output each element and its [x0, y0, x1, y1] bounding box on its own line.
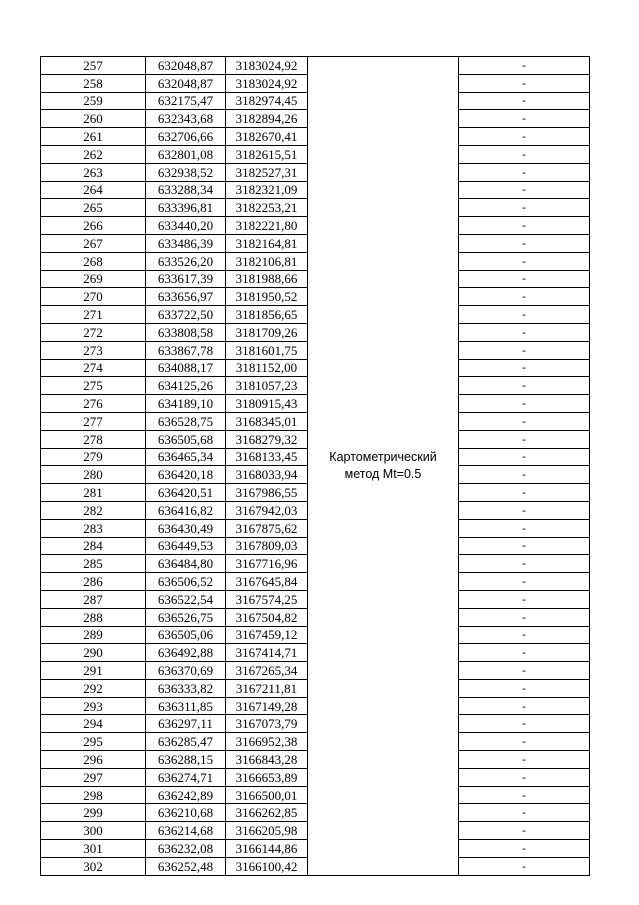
y-coordinate-cell: 3167414,71	[226, 644, 308, 662]
method-text-line-1: Картометрический	[329, 449, 437, 464]
y-coordinate-cell: 3167574,25	[226, 590, 308, 608]
x-coordinate-cell: 636232,08	[146, 840, 226, 858]
point-number-cell: 279	[41, 448, 146, 466]
point-number-cell: 294	[41, 715, 146, 733]
method-cell	[308, 57, 459, 876]
x-coordinate-cell: 632343,68	[146, 110, 226, 128]
note-cell: -	[459, 733, 590, 751]
y-coordinate-cell: 3167645,84	[226, 573, 308, 591]
point-number-cell: 258	[41, 74, 146, 92]
point-number-cell: 302	[41, 857, 146, 875]
y-coordinate-cell: 3168133,45	[226, 448, 308, 466]
note-cell: -	[459, 662, 590, 680]
y-coordinate-cell: 3167875,62	[226, 519, 308, 537]
point-number-cell: 291	[41, 662, 146, 680]
x-coordinate-cell: 632175,47	[146, 92, 226, 110]
point-number-cell: 301	[41, 840, 146, 858]
x-coordinate-cell: 632048,87	[146, 74, 226, 92]
y-coordinate-cell: 3166952,38	[226, 733, 308, 751]
note-cell: -	[459, 270, 590, 288]
y-coordinate-cell: 3181856,65	[226, 306, 308, 324]
note-cell: -	[459, 501, 590, 519]
y-coordinate-cell: 3166500,01	[226, 786, 308, 804]
point-number-cell: 274	[41, 359, 146, 377]
x-coordinate-cell: 636526,75	[146, 608, 226, 626]
point-number-cell: 265	[41, 199, 146, 217]
point-number-cell: 267	[41, 234, 146, 252]
y-coordinate-cell: 3167716,96	[226, 555, 308, 573]
note-cell: -	[459, 341, 590, 359]
y-coordinate-cell: 3182670,41	[226, 128, 308, 146]
point-number-cell: 268	[41, 252, 146, 270]
point-number-cell: 290	[41, 644, 146, 662]
point-number-cell: 261	[41, 128, 146, 146]
x-coordinate-cell: 636492,88	[146, 644, 226, 662]
point-number-cell: 292	[41, 679, 146, 697]
y-coordinate-cell: 3166653,89	[226, 768, 308, 786]
x-coordinate-cell: 636297,11	[146, 715, 226, 733]
point-number-cell: 259	[41, 92, 146, 110]
note-cell: -	[459, 252, 590, 270]
point-number-cell: 276	[41, 395, 146, 413]
x-coordinate-cell: 636484,80	[146, 555, 226, 573]
note-cell: -	[459, 74, 590, 92]
note-cell: -	[459, 822, 590, 840]
y-coordinate-cell: 3168279,32	[226, 430, 308, 448]
y-coordinate-cell: 3167942,03	[226, 501, 308, 519]
point-number-cell: 271	[41, 306, 146, 324]
point-number-cell: 293	[41, 697, 146, 715]
note-cell: -	[459, 804, 590, 822]
coordinates-table-body	[41, 57, 590, 876]
note-cell: -	[459, 359, 590, 377]
point-number-cell: 260	[41, 110, 146, 128]
x-coordinate-cell: 636505,06	[146, 626, 226, 644]
point-number-cell: 283	[41, 519, 146, 537]
y-coordinate-cell: 3181601,75	[226, 341, 308, 359]
y-coordinate-cell: 3167986,55	[226, 484, 308, 502]
note-cell: -	[459, 786, 590, 804]
note-cell: -	[459, 145, 590, 163]
note-cell: -	[459, 163, 590, 181]
x-coordinate-cell: 634125,26	[146, 377, 226, 395]
y-coordinate-cell: 3167809,03	[226, 537, 308, 555]
note-cell: -	[459, 110, 590, 128]
y-coordinate-cell: 3181152,00	[226, 359, 308, 377]
point-number-cell: 287	[41, 590, 146, 608]
y-coordinate-cell: 3167149,28	[226, 697, 308, 715]
y-coordinate-cell: 3167459,12	[226, 626, 308, 644]
note-cell: -	[459, 626, 590, 644]
point-number-cell: 266	[41, 217, 146, 235]
note-cell: -	[459, 92, 590, 110]
note-cell: -	[459, 679, 590, 697]
point-number-cell: 285	[41, 555, 146, 573]
point-number-cell: 263	[41, 163, 146, 181]
y-coordinate-cell: 3182321,09	[226, 181, 308, 199]
note-cell: -	[459, 590, 590, 608]
y-coordinate-cell: 3182615,51	[226, 145, 308, 163]
x-coordinate-cell: 633808,58	[146, 323, 226, 341]
y-coordinate-cell: 3180915,43	[226, 395, 308, 413]
note-cell: -	[459, 608, 590, 626]
y-coordinate-cell: 3181950,52	[226, 288, 308, 306]
note-cell: -	[459, 181, 590, 199]
y-coordinate-cell: 3166843,28	[226, 751, 308, 769]
note-cell: -	[459, 751, 590, 769]
y-coordinate-cell: 3182164,81	[226, 234, 308, 252]
point-number-cell: 300	[41, 822, 146, 840]
x-coordinate-cell: 636420,18	[146, 466, 226, 484]
x-coordinate-cell: 636288,15	[146, 751, 226, 769]
note-cell: -	[459, 466, 590, 484]
x-coordinate-cell: 633396,81	[146, 199, 226, 217]
y-coordinate-cell: 3182221,80	[226, 217, 308, 235]
x-coordinate-cell: 636449,53	[146, 537, 226, 555]
note-cell: -	[459, 555, 590, 573]
x-coordinate-cell: 633526,20	[146, 252, 226, 270]
x-coordinate-cell: 636311,85	[146, 697, 226, 715]
note-cell: -	[459, 323, 590, 341]
y-coordinate-cell: 3166100,42	[226, 857, 308, 875]
x-coordinate-cell: 636370,69	[146, 662, 226, 680]
x-coordinate-cell: 636252,48	[146, 857, 226, 875]
y-coordinate-cell: 3181057,23	[226, 377, 308, 395]
y-coordinate-cell: 3167504,82	[226, 608, 308, 626]
point-number-cell: 299	[41, 804, 146, 822]
point-number-cell: 257	[41, 57, 146, 75]
point-number-cell: 269	[41, 270, 146, 288]
y-coordinate-cell: 3182974,45	[226, 92, 308, 110]
point-number-cell: 288	[41, 608, 146, 626]
y-coordinate-cell: 3168345,01	[226, 412, 308, 430]
x-coordinate-cell: 636506,52	[146, 573, 226, 591]
point-number-cell: 282	[41, 501, 146, 519]
x-coordinate-cell: 633722,50	[146, 306, 226, 324]
x-coordinate-cell: 636505,68	[146, 430, 226, 448]
x-coordinate-cell: 632938,52	[146, 163, 226, 181]
note-cell: -	[459, 234, 590, 252]
note-cell: -	[459, 519, 590, 537]
y-coordinate-cell: 3182894,26	[226, 110, 308, 128]
note-cell: -	[459, 412, 590, 430]
y-coordinate-cell: 3183024,92	[226, 57, 308, 75]
note-cell: -	[459, 448, 590, 466]
point-number-cell: 264	[41, 181, 146, 199]
note-cell: -	[459, 768, 590, 786]
point-number-cell: 275	[41, 377, 146, 395]
point-number-cell: 297	[41, 768, 146, 786]
point-number-cell: 295	[41, 733, 146, 751]
x-coordinate-cell: 636285,47	[146, 733, 226, 751]
point-number-cell: 284	[41, 537, 146, 555]
note-cell: -	[459, 644, 590, 662]
x-coordinate-cell: 636528,75	[146, 412, 226, 430]
y-coordinate-cell: 3166205,98	[226, 822, 308, 840]
note-cell: -	[459, 857, 590, 875]
note-cell: -	[459, 217, 590, 235]
point-number-cell: 262	[41, 145, 146, 163]
y-coordinate-cell: 3181709,26	[226, 323, 308, 341]
x-coordinate-cell: 632801,08	[146, 145, 226, 163]
y-coordinate-cell: 3182106,81	[226, 252, 308, 270]
x-coordinate-cell: 636430,49	[146, 519, 226, 537]
x-coordinate-cell: 634189,10	[146, 395, 226, 413]
x-coordinate-cell: 632706,66	[146, 128, 226, 146]
point-number-cell: 289	[41, 626, 146, 644]
coordinates-table	[40, 56, 590, 876]
y-coordinate-cell: 3167211,81	[226, 679, 308, 697]
note-cell: -	[459, 288, 590, 306]
point-number-cell: 270	[41, 288, 146, 306]
point-number-cell: 277	[41, 412, 146, 430]
point-number-cell: 272	[41, 323, 146, 341]
note-cell: -	[459, 840, 590, 858]
x-coordinate-cell: 634088,17	[146, 359, 226, 377]
note-cell: -	[459, 306, 590, 324]
note-cell: -	[459, 128, 590, 146]
note-cell: -	[459, 57, 590, 75]
note-cell: -	[459, 484, 590, 502]
y-coordinate-cell: 3168033,94	[226, 466, 308, 484]
x-coordinate-cell: 636274,71	[146, 768, 226, 786]
x-coordinate-cell: 636242,89	[146, 786, 226, 804]
x-coordinate-cell: 636333,82	[146, 679, 226, 697]
x-coordinate-cell: 636214,68	[146, 822, 226, 840]
method-text-line-2: метод Mt=0.5	[344, 466, 422, 481]
point-number-cell: 280	[41, 466, 146, 484]
note-cell: -	[459, 199, 590, 217]
note-cell: -	[459, 537, 590, 555]
x-coordinate-cell: 633486,39	[146, 234, 226, 252]
note-cell: -	[459, 573, 590, 591]
y-coordinate-cell: 3167265,34	[226, 662, 308, 680]
point-number-cell: 296	[41, 751, 146, 769]
x-coordinate-cell: 636465,34	[146, 448, 226, 466]
y-coordinate-cell: 3182253,21	[226, 199, 308, 217]
x-coordinate-cell: 633288,34	[146, 181, 226, 199]
y-coordinate-cell: 3167073,79	[226, 715, 308, 733]
y-coordinate-cell: 3166262,85	[226, 804, 308, 822]
x-coordinate-cell: 636522,54	[146, 590, 226, 608]
note-cell: -	[459, 697, 590, 715]
point-number-cell: 286	[41, 573, 146, 591]
y-coordinate-cell: 3182527,31	[226, 163, 308, 181]
table-row	[41, 57, 590, 75]
note-cell: -	[459, 715, 590, 733]
y-coordinate-cell: 3183024,92	[226, 74, 308, 92]
x-coordinate-cell: 636416,82	[146, 501, 226, 519]
x-coordinate-cell: 633867,78	[146, 341, 226, 359]
x-coordinate-cell: 633617,39	[146, 270, 226, 288]
point-number-cell: 281	[41, 484, 146, 502]
x-coordinate-cell: 633656,97	[146, 288, 226, 306]
y-coordinate-cell: 3181988,66	[226, 270, 308, 288]
x-coordinate-cell: 636210,68	[146, 804, 226, 822]
x-coordinate-cell: 632048,87	[146, 57, 226, 75]
point-number-cell: 278	[41, 430, 146, 448]
y-coordinate-cell: 3166144,86	[226, 840, 308, 858]
x-coordinate-cell: 633440,20	[146, 217, 226, 235]
note-cell: -	[459, 430, 590, 448]
note-cell: -	[459, 395, 590, 413]
point-number-cell: 273	[41, 341, 146, 359]
x-coordinate-cell: 636420,51	[146, 484, 226, 502]
note-cell: -	[459, 377, 590, 395]
point-number-cell: 298	[41, 786, 146, 804]
